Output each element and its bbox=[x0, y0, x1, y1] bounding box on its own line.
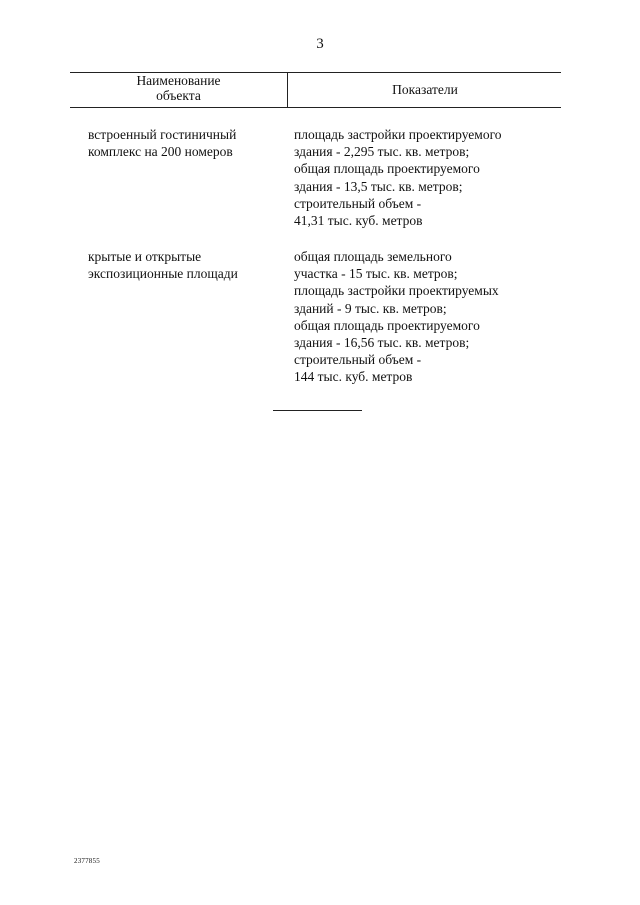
row-name-line: встроенный гостиничный bbox=[88, 127, 237, 142]
indicator-line: площадь застройки проектируемых bbox=[294, 283, 499, 299]
indicator-line: площадь застройки проектируемого bbox=[294, 127, 502, 142]
indicator-line: здания - 16,56 тыс. кв. метров; bbox=[294, 335, 470, 351]
table-header-bottom-rule bbox=[70, 107, 561, 108]
indicator-line: 144 тыс. куб. метров bbox=[294, 369, 413, 385]
indicator-line: здания - 2,295 тыс. кв. метров; bbox=[294, 144, 470, 160]
column-header-name bbox=[72, 73, 285, 103]
table-row-2-indicators bbox=[294, 248, 556, 386]
indicator-line: зданий - 9 тыс. кв. метров; bbox=[294, 300, 447, 316]
indicator-line: строительный объем - bbox=[294, 352, 422, 368]
indicator-line: общая площадь проектируемого bbox=[294, 317, 480, 333]
indicator-line: здания - 13,5 тыс. кв. метров; bbox=[294, 178, 463, 194]
indicator-line: 41,31 тыс. куб. метров bbox=[294, 213, 423, 229]
column-header-name-line: Наименование bbox=[136, 73, 221, 88]
indicator-line: общая площадь земельного bbox=[294, 249, 452, 264]
row-name-line: экспозиционные площади bbox=[88, 266, 238, 281]
row-name-line: крытые и открытые bbox=[88, 249, 202, 264]
column-header-name-line: объекта bbox=[156, 88, 201, 103]
indicator-line: строительный объем - bbox=[294, 195, 422, 211]
column-header-indicators: Показатели bbox=[392, 82, 458, 97]
row-name-line: комплекс на 200 номеров bbox=[88, 144, 233, 159]
document-code: 2377855 bbox=[74, 857, 100, 865]
end-of-document-rule bbox=[273, 410, 362, 411]
indicator-line: участка - 15 тыс. кв. метров; bbox=[294, 266, 458, 282]
table-row-1-indicators bbox=[294, 126, 556, 229]
indicator-line: общая площадь проектируемого bbox=[294, 161, 480, 177]
page-number: 3 bbox=[316, 36, 324, 52]
table-row-2-name bbox=[88, 248, 278, 282]
header-column-divider bbox=[287, 72, 288, 107]
table-row-1-name bbox=[88, 126, 278, 160]
